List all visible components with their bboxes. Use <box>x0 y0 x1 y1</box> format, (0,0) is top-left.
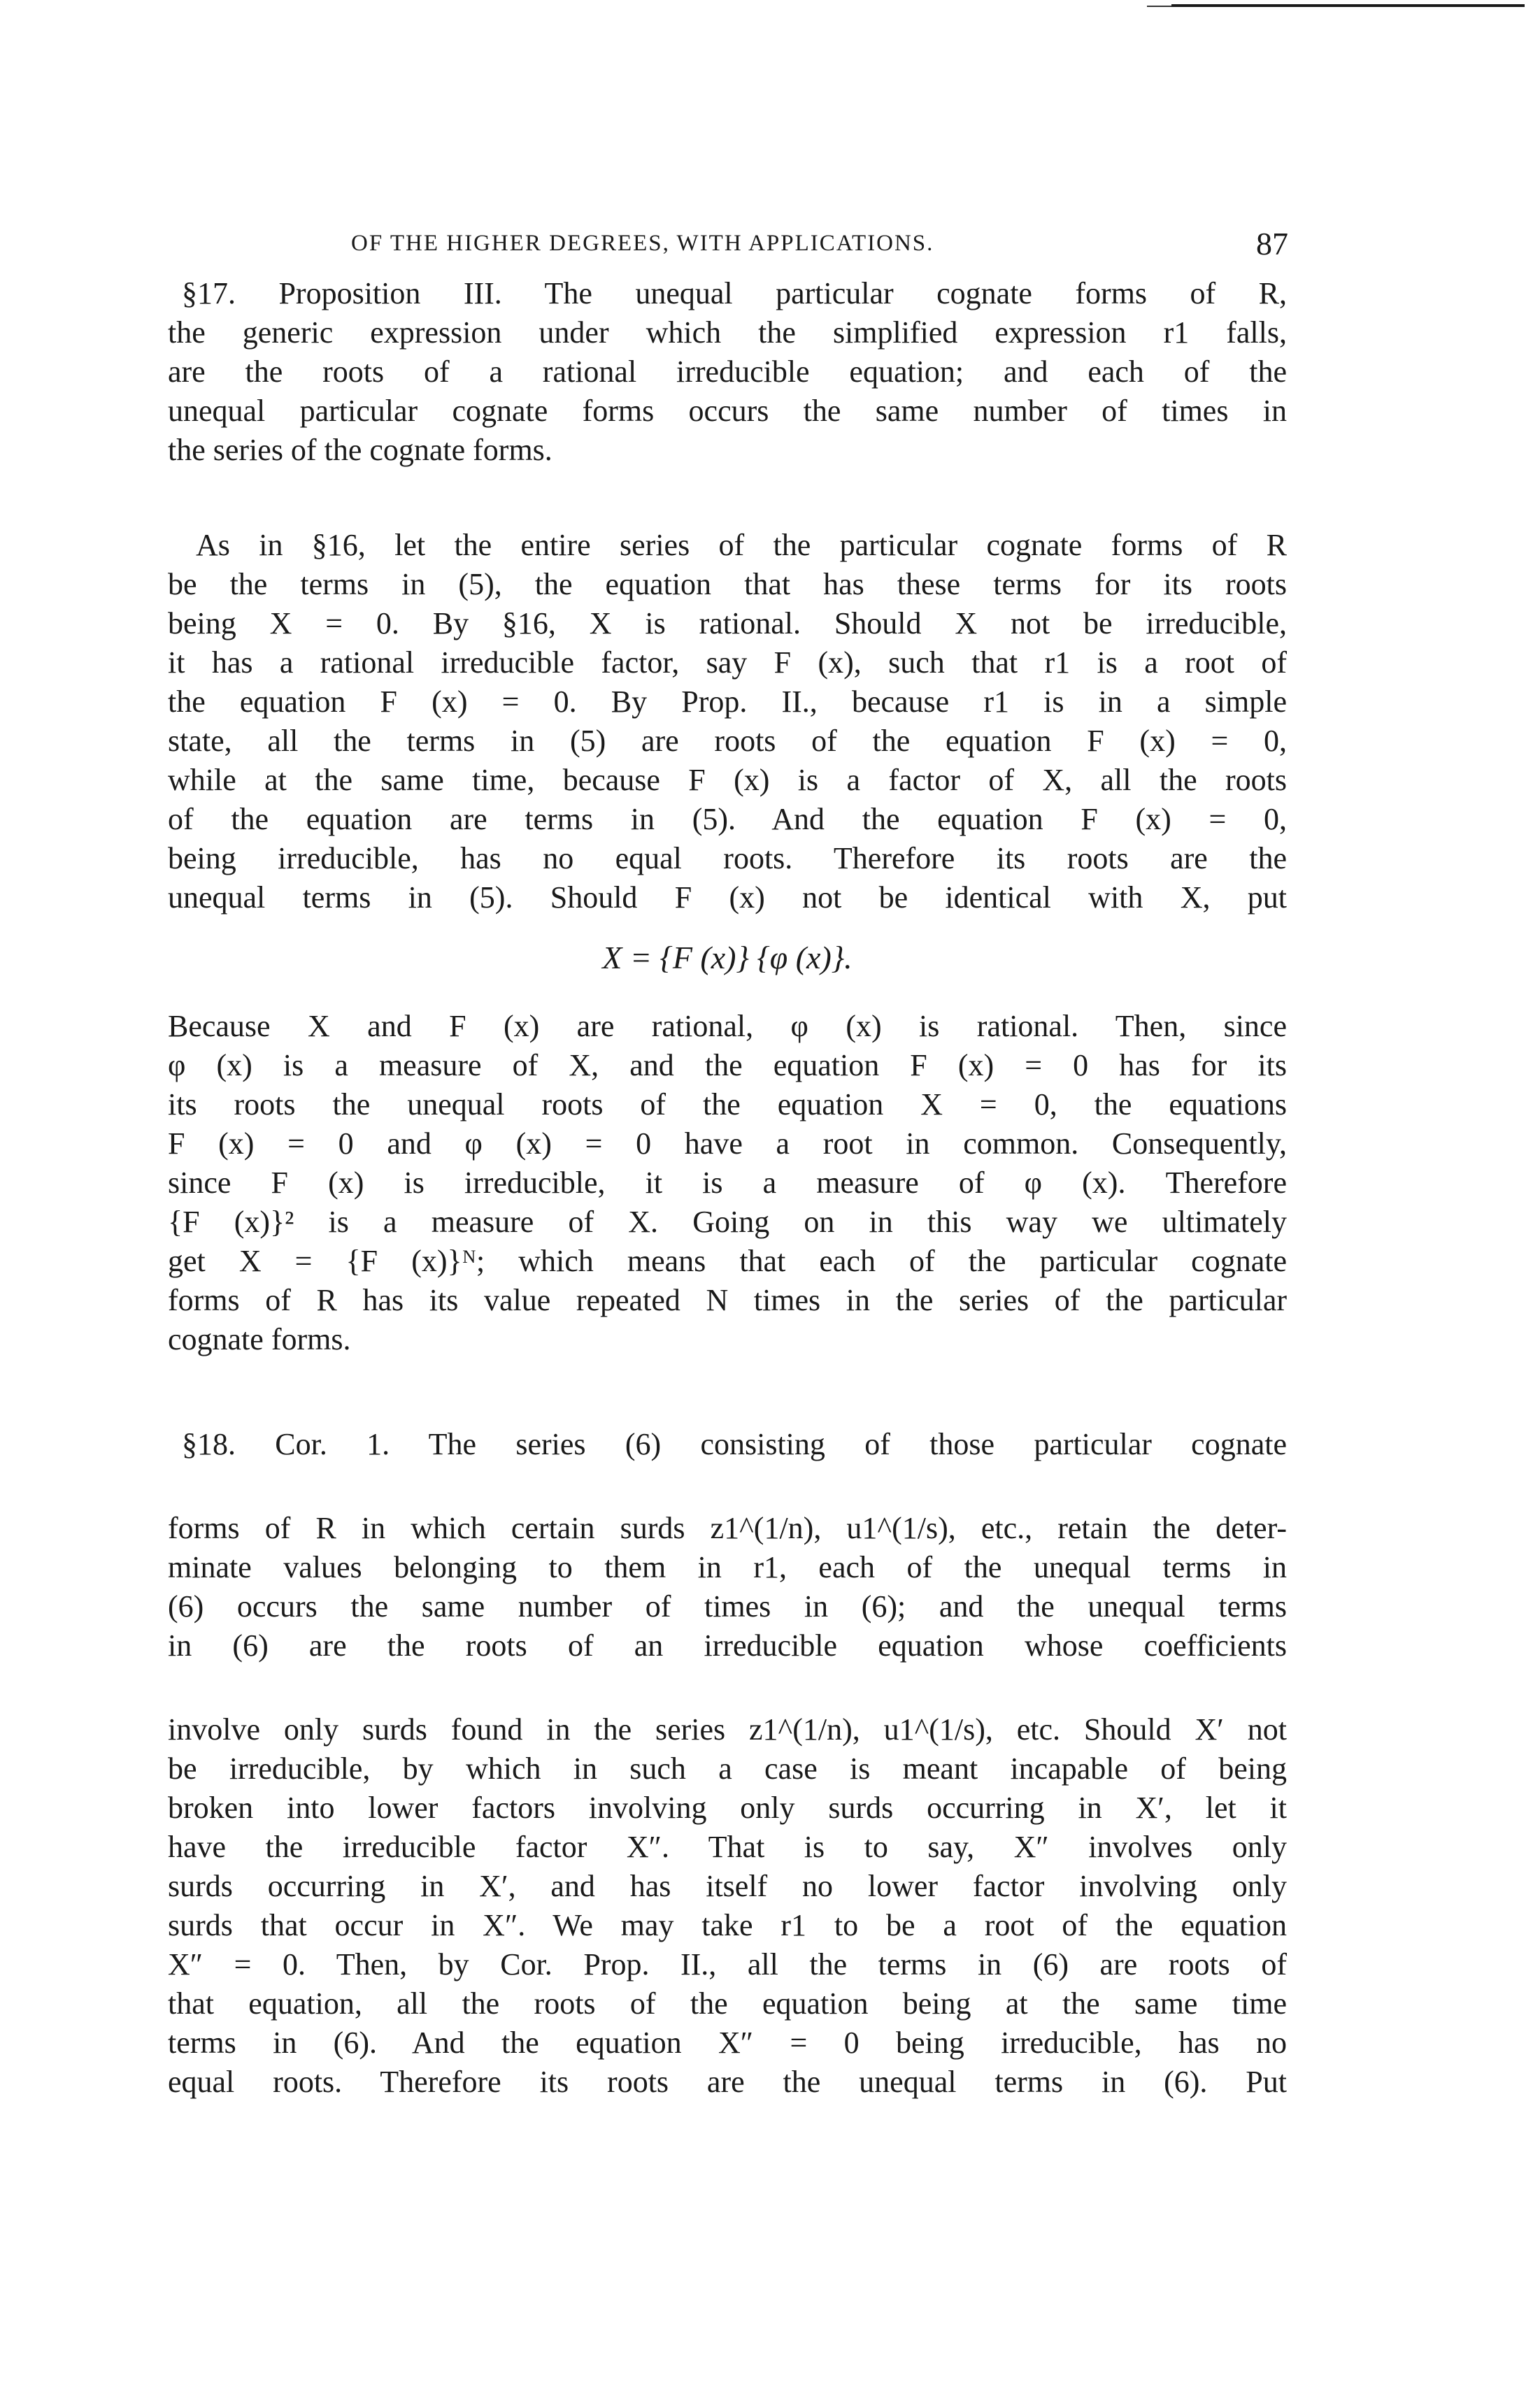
text-line: §18. Cor. 1. The series (6) consisting of those particular cognate <box>182 1427 1287 1461</box>
text-line: surds occurring in X′, and has itself no lower factor involving only <box>168 1869 1287 1903</box>
text-line: are the roots of a rational irreducible equation; and each of the <box>168 354 1287 389</box>
text-line: in (6) are the roots of an irreducible equation whose coefficients <box>168 1628 1287 1663</box>
proof-paragraph-continued <box>168 1007 1287 1359</box>
text-line: minate values belonging to them in r1, each of the unequal terms in <box>168 1550 1287 1584</box>
text-line: involve only surds found in the series z1^(1/n), u1^(1/s), etc. Should X′ not <box>168 1712 1287 1747</box>
text-line: cognate forms. <box>168 1322 351 1356</box>
text-line: F (x) = 0 and φ (x) = 0 have a root in common. Consequently, <box>168 1126 1287 1161</box>
text-line: unequal terms in (5). Should F (x) not be identical with X, put <box>168 880 1287 915</box>
text-line: {F (x)}² is a measure of X. Going on in this way we ultimately <box>168 1205 1287 1239</box>
text-line: get X = {F (x)}ᴺ; which means that each of the particular cognate <box>168 1244 1287 1278</box>
text-line: Because X and F (x) are rational, φ (x) is rational. Then, since <box>168 1009 1287 1043</box>
text-line: forms of R in which certain surds z1^(1/n), u1^(1/s), etc., retain the deter- <box>168 1511 1287 1545</box>
text-line: forms of R has its value repeated N times in the series of the particular <box>168 1283 1287 1317</box>
text-line: terms in (6). And the equation X″ = 0 being irreducible, has no <box>168 2026 1287 2060</box>
page-header <box>183 225 1288 267</box>
text-line: that equation, all the roots of the equation being at the same time <box>168 1986 1287 2021</box>
text-line: equal roots. Therefore its roots are the unequal terms in (6). Put <box>168 2065 1287 2099</box>
text-line: its roots the unequal roots of the equation X = 0, the equations <box>168 1087 1287 1121</box>
text-line: §17. Proposition III. The unequal particular cognate forms of R, <box>182 276 1287 310</box>
text-line: the equation F (x) = 0. By Prop. II., because r1 is in a simple <box>168 685 1287 719</box>
text-line: state, all the terms in (5) are roots of the equation F (x) = 0, <box>168 724 1287 758</box>
text-line: unequal particular cognate forms occurs the same number of times in <box>168 394 1287 428</box>
running-head: OF THE HIGHER DEGREES, WITH APPLICATIONS. <box>351 231 934 256</box>
text-line: φ (x) is a measure of X, and the equation F (x) = 0 has for its <box>168 1048 1287 1082</box>
text-line: As in §16, let the entire series of the particular cognate forms of R <box>196 528 1287 562</box>
proposition-paragraph <box>168 274 1287 470</box>
text-line: of the equation are terms in (5). And the equation F (x) = 0, <box>168 802 1287 836</box>
corollary-paragraph <box>168 1425 1287 2102</box>
text-line: be the terms in (5), the equation that has these terms for its roots <box>168 567 1287 601</box>
text-line: have the irreducible factor X″. That is to say, X″ involves only <box>168 1830 1287 1864</box>
text-line: (6) occurs the same number of times in (6); and the unequal terms <box>168 1589 1287 1624</box>
text-line: X″ = 0. Then, by Cor. Prop. II., all the terms in (6) are roots of <box>168 1947 1287 1981</box>
top-rule <box>1171 4 1525 7</box>
text-line: being irreducible, has no equal roots. Therefore its roots are the <box>168 841 1287 875</box>
text-line: while at the same time, because F (x) is a factor of X, all the roots <box>168 763 1287 797</box>
text-line: since F (x) is irreducible, it is a measure of φ (x). Therefore <box>168 1166 1287 1200</box>
text-line: being X = 0. By §16, X is rational. Should X not be irreducible, <box>168 606 1287 640</box>
text-line: broken into lower factors involving only surds occurring in X′, let it <box>168 1791 1287 1825</box>
proof-paragraph <box>168 526 1287 917</box>
text-line: the generic expression under which the simplified expression r1 falls, <box>168 315 1287 350</box>
text-line: the series of the cognate forms. <box>168 433 552 467</box>
text-line: it has a rational irreducible factor, say F (x), such that r1 is a root of <box>168 645 1287 680</box>
text-line: be irreducible, by which in such a case is meant incapable of being <box>168 1751 1287 1786</box>
display-equation: X = {F (x)} {φ (x)}. <box>602 940 853 975</box>
text-line: surds that occur in X″. We may take r1 to be a root of the equation <box>168 1908 1287 1942</box>
page-number: 87 <box>1256 226 1288 261</box>
